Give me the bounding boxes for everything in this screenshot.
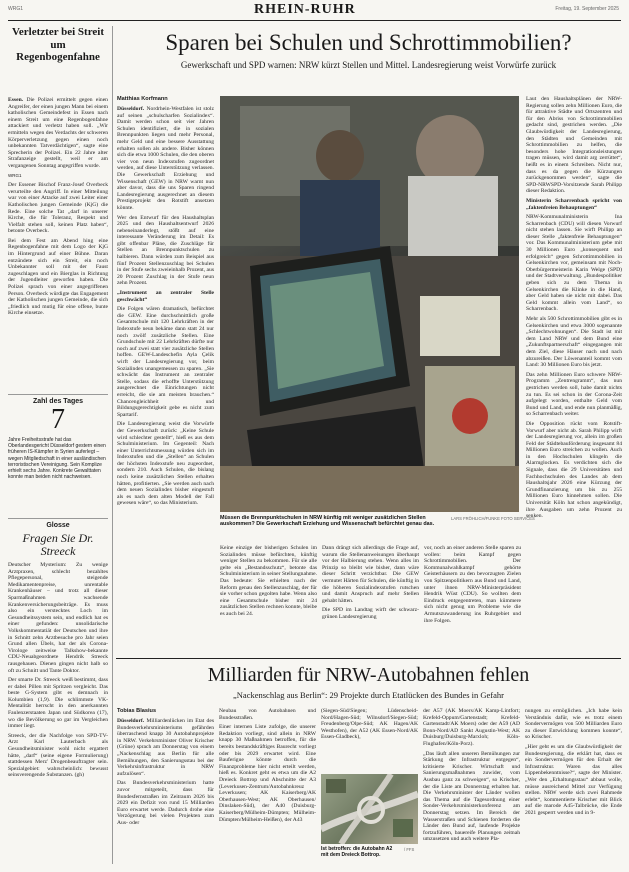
autobahn-caption: Ist betroffen: die Autobahn A2 mit dem Dreieck Bottrop. — [321, 846, 393, 858]
bottom-c3: (Siegen-Süd/Siegen; Lüdenscheid-Nord/Hagen-Süd; Wilnsdorf/Siegen-Süd; Freudenberg/Olpe-Süd; AK Hagen/AK Westhofen), der A52 (AK Essen-Nord/AK Essen-Gladbeck), — [321, 708, 418, 741]
glosse-label: Glosse — [46, 522, 70, 529]
main-column-1 — [117, 106, 214, 653]
autobahn-aerial-illustration — [321, 774, 418, 844]
masthead-rule — [8, 20, 621, 21]
sidebar-headline: Verletzter bei Streit um Regenbogenfahne — [11, 26, 105, 63]
main-subhead: Gewerkschaft und SPD warnen: NRW kürzt Stellen und Mittel. Landesregierung weist Vorwürfe zurück — [180, 60, 557, 70]
article-separator — [116, 658, 621, 659]
main-c1b: Wer den Entwurf für den Haushaltsplan 2025 und den Haushaltsentwurf 2026 nebeneinanderlegt, stößt auf eine interessante Veränderung im Detail: Es gibt offenbar Pläne, die Zuschläge für Stellen an Brennpunktschulen zu halbieren. Dann würden zum Beispiel aus fünf Prozent Stellenzuschlag bei Schulen in der Stufe sechs zweieinhalb Prozent, aus 20 Prozent Zuschlag in der Stufe neun zehn Prozent. — [117, 214, 214, 287]
main-column-6 — [526, 96, 622, 653]
bottom-dateline: Düsseldorf. — [117, 718, 145, 724]
main-column-4 — [322, 545, 419, 653]
bottom-c2: Neubau von Autobahnen und Bundesstraßen. — [219, 708, 316, 721]
main-c1d: Die Landesregierung weist die Vorwürfe der Gewerkschaft zurück: „Keine Schule wird schlechter gestellt“, hieß es aus dem Schulministerium. Im Gegenteil: Nach einer Unterrichtsmessung würden sich im Indexstufen und die „Stellen“ an Schulen der höchsten Indexstufe neu zugeordnet, sondern 210. Auch Schulen, die bislang noch keine zusätzlichen Stellen erhalten hätten, profitierten. „Sie werden auch nach dem neuen Sozialindex bisher eingestuft als es nach dem alten Modell der Fall gewesen wäre“, so das Ministerium. — [117, 421, 214, 507]
glosse-paragraph-1: Deutscher Mysterium: Zu wenige Arztpraxen, schlecht bezahltes Pflegepersonal, steigende Medikamentenpreise, unrentable Krankenhäuser – und trotz all dieser Sparmaßnahmen wachsende Krankenversicherungsbeiträge. Es muss also ein verstecktes Loch im Gesundheitssystem sein, und endlich hat es einer gefunden: unsolidarische Volkskommentatiät der Deutschen und ihre in Schnitt zehn Arztbesuche pro Jahr seien Grund allen Übels, hat der als Corona-Virologe zeitweise Talkshow-bekannte CDU-Neuabgeordnete Hendrik Streeck rausgehauen. Dienen gingen nicht halb so oft zu Schnitt und Tante Doktor. — [8, 562, 108, 674]
main-c4b: Die SPD im Landtag wirft der schwarz-grünen Landesregierung — [322, 607, 419, 620]
main-c5: vor, noch an einer anderen Stelle sparen zu wollen: beim Kampf gegen Schrottimmobilien. Der Kommunalwahlkampf gehörte Geisterhäusern zu den bevorzugten Zielen von Spitzenpolitikern aus Bund und Land, unter ihnen NRW-Ministerpräsident Hendrik Wüst (CDU). So wollten dem Eindruck entgegentreten, man kümmere sich nicht genug um Probleme wie die Armutszuwanderung ins Ruhrgebiet und ihre Folgen. — [424, 545, 521, 624]
main-subheading-1: „Instrument an zentraler Stelle geschwächt“ — [117, 290, 214, 303]
glosse-article — [8, 562, 108, 864]
sidebar-rule-2 — [8, 518, 108, 519]
main-headline: Sparen bei Schulen und Schrottimmobilien? — [165, 30, 572, 55]
main-c1: Nordrhein-Westfalen ist stolz auf seinen „schulscharfen Sozialindex“. Damit werden schon seit vier Jahren Schulen identifiziert, die in sozialen Brennpunkten liegen und mehr Personal, mehr Geld und eine bessere Ausstattung erhalten sollen als andere. Bisher können sich die etwa 1000 Schulen, die den oberen vier von neun Indexstufen zugeordnet werden, auf diese Unterstützung verlassen. Die Gewerkschaft Erziehung und Wissenschaft (GEW) in NRW warnt nun aber davor, dass die uns Sparen ringend Landesregierung ausgerechnet an diesem Prestigeprojekt den Rotstift ansetzen könnte. — [117, 106, 214, 211]
main-dateline: Düsseldorf. — [117, 106, 145, 112]
number-of-the-day: 7 — [51, 404, 65, 435]
bottom-c4: der A57 (AK Moers/AK Kamp-Lintfort; Krefeld-Oppum/Gartenstadt; Krefeld-Gartenstadt/AK Moers) oder der A59 (AD Bonn-Nord/AD Sankt Augustin-West; AK Duisburg/Duisburg-Marxloh; Köln-Flughafen/Köln-Porz). — [423, 708, 520, 747]
main-c3: Keine einzige der bisherigen Schulen im Sozialindex müsse befürchten, künftig weniger Stellen zu bekommen. Für sie alle gelte ein „Bestandsschutz“, betonte das Schulministerium in seiner Stellungnahme. Das bedeute: Sie erhielten nach der Reform genau den Stellenzuschlag, der für sie vorher schon gegolten habe. Wenn also eine Gesamtschule bisher mit 24 zusätzlichen Stellen rechnen konnte, bleibe es auch bei 24. — [220, 545, 317, 617]
photo-credit: LARS FRÖHLICH/FUNKE FOTO SERVICES — [451, 516, 535, 521]
main-c6c: Mehr als 500 Schrottimmobilien gibt es in Gelsenkirchen und etwa 3000 sogenannte „Schlechtwohnungen“. Die Stadt ist mit dem Land NRW und dem Bund eine „Zukunftspartnerschaft“ eingegangen mit dem Ziel, diese Häuser nach und nach abzureißen. Der Löwenanteil kommt vom Land: 30 Millionen Euro bis jetzt. — [526, 316, 622, 369]
bottom-column-2 — [219, 708, 316, 864]
main-c6d: Das zehn Millionen Euro schwere NRW-Programm „Zentrengramm“, das nun gestrichen werden soll, habe damit nichts zu tun. Es sei schon in der Corona-Zeit aufgelegt worden, enthalte Geld vom Bund und Land, und ende nun planmäßig, so Scharrenbach weiter. — [526, 371, 622, 418]
main-column-5 — [424, 545, 521, 653]
bottom-column-5 — [525, 708, 622, 864]
sidebar-paragraph-2: Der Essener Bischof Franz-Josef Overbeck verurteilte den Angriff. In einer Mitteilung war von einer Attacke auf zwei Leiter einer Katholischen jungen Gemeinde (KjG) die Rede. Eine solche Tat „darf in unserer Kirche, die für Toleranz, Respekt und Vielfalt stehen soll, keinen Platz haben“, betonte Overbeck. — [8, 182, 108, 235]
autobahn-photo-credit: / FFS — [404, 847, 415, 852]
bottom-c1b: Das Bundesverkehrsministerium hatte zuvor mitgeteilt, dass für Bundesfernstraßen im Zeitraum 2026 bis 2029 ein Defizit von rund 15 Milliarden Euro erwartet werde. Dadurch drohe eine Verzögerung bei vielen Projekten zum Aus- oder — [117, 780, 214, 826]
number-of-the-day-text: Jahre Freiheitsstrafe hat das Oberlandesgericht Düsseldorf gestern einen früheren IS-Kämpfer in Syrien auferlegt – wegen Mitgliedschaft in einer ausländischen terroristischen Vereinigung. Sein Komplize erhielt sechs Jahre. Konkrete Gewalttaten konnte man beiden nicht nachweisen. — [8, 437, 106, 481]
autobahn-photo — [321, 774, 418, 844]
glosse-paragraph-3: Streeck, der die Nachfolge von SPD-TV-Arzt Karl Lauterbach als Gesundheitsminister wohl nicht ergattert hätte, „darf“ (seine eigene Formulierung) stattdessen Merz' Drogenbeauftragter sein. Spezialgebiet: wahrscheinlich: bewusst seinsverengende Substanzen. (gh) — [8, 732, 108, 779]
sidebar-divider — [112, 26, 113, 864]
sidebar-paragraph-3: Bei dem Fest am Abend hing eine Regenbogenfahne mit dem Logo der KjG im Hintergrund auf einer Bühne. Daran entzündete sich ein Streit, ein noch Unbekannter soll mit der Faust zugeschlagen und ein Bierglas in Richtung der Jugendleiter geworfen haben. Die Polizei sprach von einer angegriffenen Person. Overbeck würdigte das Engagement der Katholischen jungen Gemeinde, die sich „friedlich und mutig für eine offene, bunte Kirche einsetze. — [8, 237, 108, 317]
main-c6: Laut den Haushaltsplänen der NRW-Regierung sollen zehn Millionen Euro, die für attraktive Städte und Ortszentren und für den Abriss von Schrottimmobilien gedacht sind, gestrichen werden. „Die Glaubwürdigkeit der Landesregierung, den Städten und Gemeinden mit Schrottimmobilien zu helfen, die besonders hohe Integrationsleistungen tragen müssen, wird damit arg zerrüttet“, heißt es in einem Schreiben. Nicht nur, dass es da gegen die Kürzungen zurückgenommen werden“, sagte die SPD-NRWSPD-Vorsitzende Sarah Philipp dieser Redaktion. — [526, 96, 622, 195]
number-of-the-day-label: Zahl des Tages — [32, 398, 84, 405]
bottom-column-1 — [117, 718, 214, 864]
sidebar-article — [8, 97, 108, 389]
bottom-c4b: „Das läuft allen unseren Bemühungen zur Stärkung der Infrastruktur entgegen“, kritisierte Krischer. Wirtschaft und Sanierungsmaßnahmen zuwider, vom Ausbau ganz zu schweigen“, so Krischer, der die Liste am Donnerstag erhalten hat. Die Verkehrsminister der Länder wollen das Thema auf die Tagesordnung einer Sonder-Verkehrsministerkonferenz am Donnerstag setzen. Im Bereich der Wasserstraßen und Schienen forderten die Länder den Bund auf, laufende Projekte fortzuführen, bauereife Planungen zeitnah umzusetzen und auch weitere Pla- — [423, 750, 520, 843]
bottom-c5: nungen zu ermöglichen. „Ich habe kein Verständnis dafür, wie es trotz einem Sondervermögen von 500 Milliarden Euro zu dieser Entwicklung kommen konnte“, so Krischer. — [525, 708, 622, 741]
glosse-paragraph-2: Der smarte Dr. Streeck weiß bestimmt, dass er dabei Pillen mit Spritzen vergleicht. Das beste G-System gibt es demnach in Kolumbien (1,9). Die schlimmste VK-Mentalität herrscht in den anerkannten Faulenzerstaaten Japan und Südkorea (17), wo die Bevölkerung so gar im Vergleichen immer liegt. — [8, 677, 108, 730]
main-c4: Dann drängt sich allerdings die Frage auf, warum die Stellenanweisungen überhaupt vor der Halbierung stehen. Wenn alles im Prinzip so bleibt wie bisher, dann wäre dieser Schritt verzichtbar. Die GEW vermutet Härten für Schulen, die künftig in die höheren Sozialindexstufen rutschen und damit Anspruch auf mehr Stellen gehabt hätten. — [322, 545, 419, 604]
bottom-author: Tobias Blasius — [117, 708, 157, 714]
issue-date: Freitag, 19. September 2025 — [555, 6, 619, 12]
bottom-column-4 — [423, 708, 520, 864]
main-subheading-2: Ministerin Scharrenbach spricht von „faktenfreien Behauptungen“ — [526, 197, 622, 211]
photo-classroom-illustration — [220, 96, 519, 512]
main-c6e: Die Opposition rückt vom Rotstift-Vorwurf aber nicht ab. Sarah Philipp wirft der Landesregierung vor, allein im großen Feld der Städtebauförderung insgesamt 84 Millionen Euro streichen zu wollen. Auch in den Hochschulen klingeln die Alarmglocken. Es verdichten sich die Signale, dass die 29 Universitäten und Fachhochschulen des Landes ab dem Haushaltsjahr 2026 eine Kürzung der Grundfinanzierung um bis zu 255 Millionen Euro hinnehmen sollen. Die Universität Köln hat schon angekündigt, ihre Ausgaben um zehn Prozent zu senken. — [526, 420, 622, 520]
bottom-c1: Milliardenlücken im Etat des Bundesverkehrsministeriums gefährden überraschend knapp 30 Autobahnprojekte in NRW. Verkehrsminister Oliver Krischer (Grüne) sprach am Donnerstag von einem „Nackenschlag aus Berlin für alle Bemühungen, den Sanierungsstau bei der Verkehrsinfrastruktur in NRW aufzulösen“. — [117, 718, 214, 777]
bottom-column-3 — [321, 708, 418, 772]
article-photo — [220, 96, 519, 512]
glosse-title: Fragen Sie Dr. Streeck — [22, 531, 94, 558]
bottom-c5b: „Hier geht es um die Glaubwürdigkeit der Bundesregierung, die erklärt hat, dass es ein Sondervermögen für den Erhalt der Infrastruktur. Waren das alles Lippenbekenntnisse?“, sagte der Minister. „Wer den „Erhaltungsstau“ abbaut wolle, müsse ausreichend Mittel zur Verfügung stellen. NRW werde sich zwei Rahmede erlebt“, kommentierte Krischer mit Blick auf die marode A45-Talbrücke, die Ende 2021 gesperrt werden und in 9- — [525, 743, 622, 816]
sidebar-rule — [8, 394, 108, 395]
main-c1c: Die Folgen wären dramatisch, befürchtet die GEW. Eine durchschnittlich große Gesamtschule mit 120 Lehrkräften in der Indexstufe neun bekäme dann statt 24 nur noch zwölf zusätzliche Stellen. Eine Grundschule mit 22 Lehrkräften dürfte nur noch auf zwei statt vier zusätzliche Stellen hoffen. GEW-Landeschefin Ayla Çelik wirft der Landesregierung vor, beim Sozialindex unangemessen zu sparen. „Sie schwächt das Instrument an zentraler Stelle, sodass die erhoffte Unterstützung ausgerechnet die Einrichtungen nicht erreicht, die sie am meisten brauchen.“ Chancengleichheit und Bildungsgerechtigkeit gebe es nicht zum Spartarif. — [117, 306, 214, 418]
sidebar-wrg: WRG1 — [8, 172, 22, 178]
masthead-left: WRG1 — [8, 6, 23, 12]
photo-caption: Müssen die Brennpunktschulen in NRW künftig mit weniger zusätzlichen Stellen auskommen? Die Gewerkschaft Erziehung und Wissenschaft befürchtet genau das. — [220, 515, 435, 528]
main-column-3 — [220, 545, 317, 653]
sidebar-paragraph-1: Die Polizei ermittelt gegen einen Angreifer, der einen jungen Mann bei einem katholischen Gemeindefest in Essen nach einem Streit um eine Regenbogenfahne attackiert und verletzt haben soll. „Wir ermitteln wegen des Verdachts der schweren Körperverletzung gegen einen noch unbekannten Tatverdächtigen“, sagte eine Sprecherin der Polizei. Ein 22 Jahre alter Strafanzeige gestellt, weil er am vergangenen Sonntag angegriffen wurde. — [8, 97, 108, 169]
section-title: RHEIN-RUHR — [254, 2, 356, 17]
bottom-c2b: Einer internen Liste zufolge, die unserer Redaktion vorliegt, sind allein in NRW knapp 30 Maßnahmen betroffen, für die bereits bestandskräftiges Baurecht vorliegt oder bis 2029 erwartet wird. Eine Bauferigue könnte durch die Finanzprobleme hier nicht erteilt werden, hieß es. Konkret geht es etwa um die A2 Dreieck Bottrop und Abschnitte der A3 (Leverkusen-Zentrum/Autobahnkreuz Leverkusen; AK Kaiserberg/AK Oberhausen-West; AK Oberhausen/ Dinslaken-Süd), der A40 (Duisburg-Kaiserberg/Mülheim-Dümpten; Mülheim-Dümpten/Mülheim-Heißen), der A43 — [219, 724, 316, 823]
main-c6b: NRW-Kommunalministerin Ina Scharrenbach (CDU) will diesen Vorwurf nicht stehen lassen. Sie wirft Philipp an dieser Stelle „faktenfreie Behauptungen“ vor. Das Kommunalministerium gebe mit 30 Millionen Euro „konsequent und erfolgreich“ gegen Schrottimmobilien in Gelsenkirchen vor, gemeinsam mit Noch-Oberbürgermeisterin Karin Welge (SPD) und der Stadtverwaltung. „Bundespolitiker geben sich zu dem Thema in Gelsenkirchen die Klinke in die Hand, aber Geld haben sie nicht mit dabei. Das Geld kommt allein vom Land“, so Scharrenbach. — [526, 214, 622, 313]
bottom-subhead: „Nackenschlag aus Berlin“: 29 Projekte durch Etatlücken des Bundes in Gefahr — [233, 690, 504, 700]
main-author: Matthias Korfmann — [117, 96, 168, 102]
bottom-headline: Milliarden für NRW-Autobahnen fehlen — [207, 664, 530, 686]
sidebar-dateline: Essen. — [8, 97, 24, 103]
